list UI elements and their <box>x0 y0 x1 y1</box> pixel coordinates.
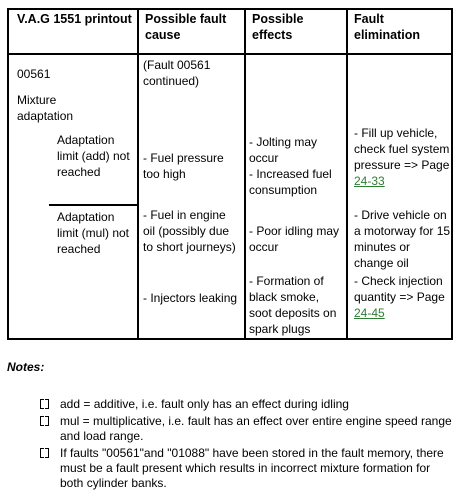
elimination-check: - Check injection quantity => Page 24-45 <box>354 274 445 320</box>
bullet-icon <box>40 448 49 458</box>
cause-continued: (Fault 00561 continued) <box>143 58 211 88</box>
elimination-drive: - Drive vehicle on a motorway for 15 minutes or change oil <box>354 208 451 270</box>
effect-jolting: - Jolting may occur <box>249 135 318 165</box>
effect-fuel-consumption: - Increased fuel consumption <box>249 167 332 197</box>
fault-title: Mixture adaptation <box>17 93 74 123</box>
header-fault-cause: Possible fault cause <box>145 12 227 42</box>
header-elimination: Fault elimination <box>354 12 420 42</box>
bullet-icon <box>40 399 49 409</box>
column-divider <box>244 10 246 338</box>
header-printout: V.A.G 1551 printout <box>17 12 132 26</box>
page-link-24-45[interactable]: 24-45 <box>354 306 385 320</box>
effect-poor-idling: - Poor idling may occur <box>249 224 340 254</box>
cause-fuel-pressure: - Fuel pressure too high <box>143 151 224 181</box>
page-link-24-33[interactable]: 24-33 <box>354 174 385 188</box>
column-divider <box>346 10 348 338</box>
note-item: If faults "00561"and "01088" have been stored in the fault memory, there must be a fault present which results in incorrect mixture formation for both cylinder banks. <box>40 446 452 491</box>
fault-table <box>7 8 453 340</box>
note-item: add = additive, i.e. fault only has an effect during idling <box>40 397 452 412</box>
sub-row-divider <box>49 204 137 206</box>
notes-list <box>40 397 452 493</box>
adaptation-mul: Adaptation limit (mul) not reached <box>57 210 130 256</box>
header-effects: Possible effects <box>252 12 304 42</box>
adaptation-add: Adaptation limit (add) not reached <box>57 133 130 179</box>
column-divider <box>137 10 139 338</box>
cause-fuel-in-oil: - Fuel in engine oil (possibly due to short journeys) <box>143 208 236 254</box>
cause-injectors: - Injectors leaking <box>143 291 238 305</box>
notes-title: Notes: <box>7 360 45 374</box>
header-divider <box>9 53 451 55</box>
effect-black-smoke: - Formation of black smoke, soot deposits on spark plugs <box>249 274 337 336</box>
fault-code: 00561 <box>17 67 51 81</box>
bullet-icon <box>40 416 49 426</box>
note-item: mul = multiplicative, i.e. fault has an effect over entire engine speed range and load range. <box>40 414 452 444</box>
elimination-fill-up: - Fill up vehicle, check fuel system pressure => Page 24-33 <box>354 126 450 188</box>
